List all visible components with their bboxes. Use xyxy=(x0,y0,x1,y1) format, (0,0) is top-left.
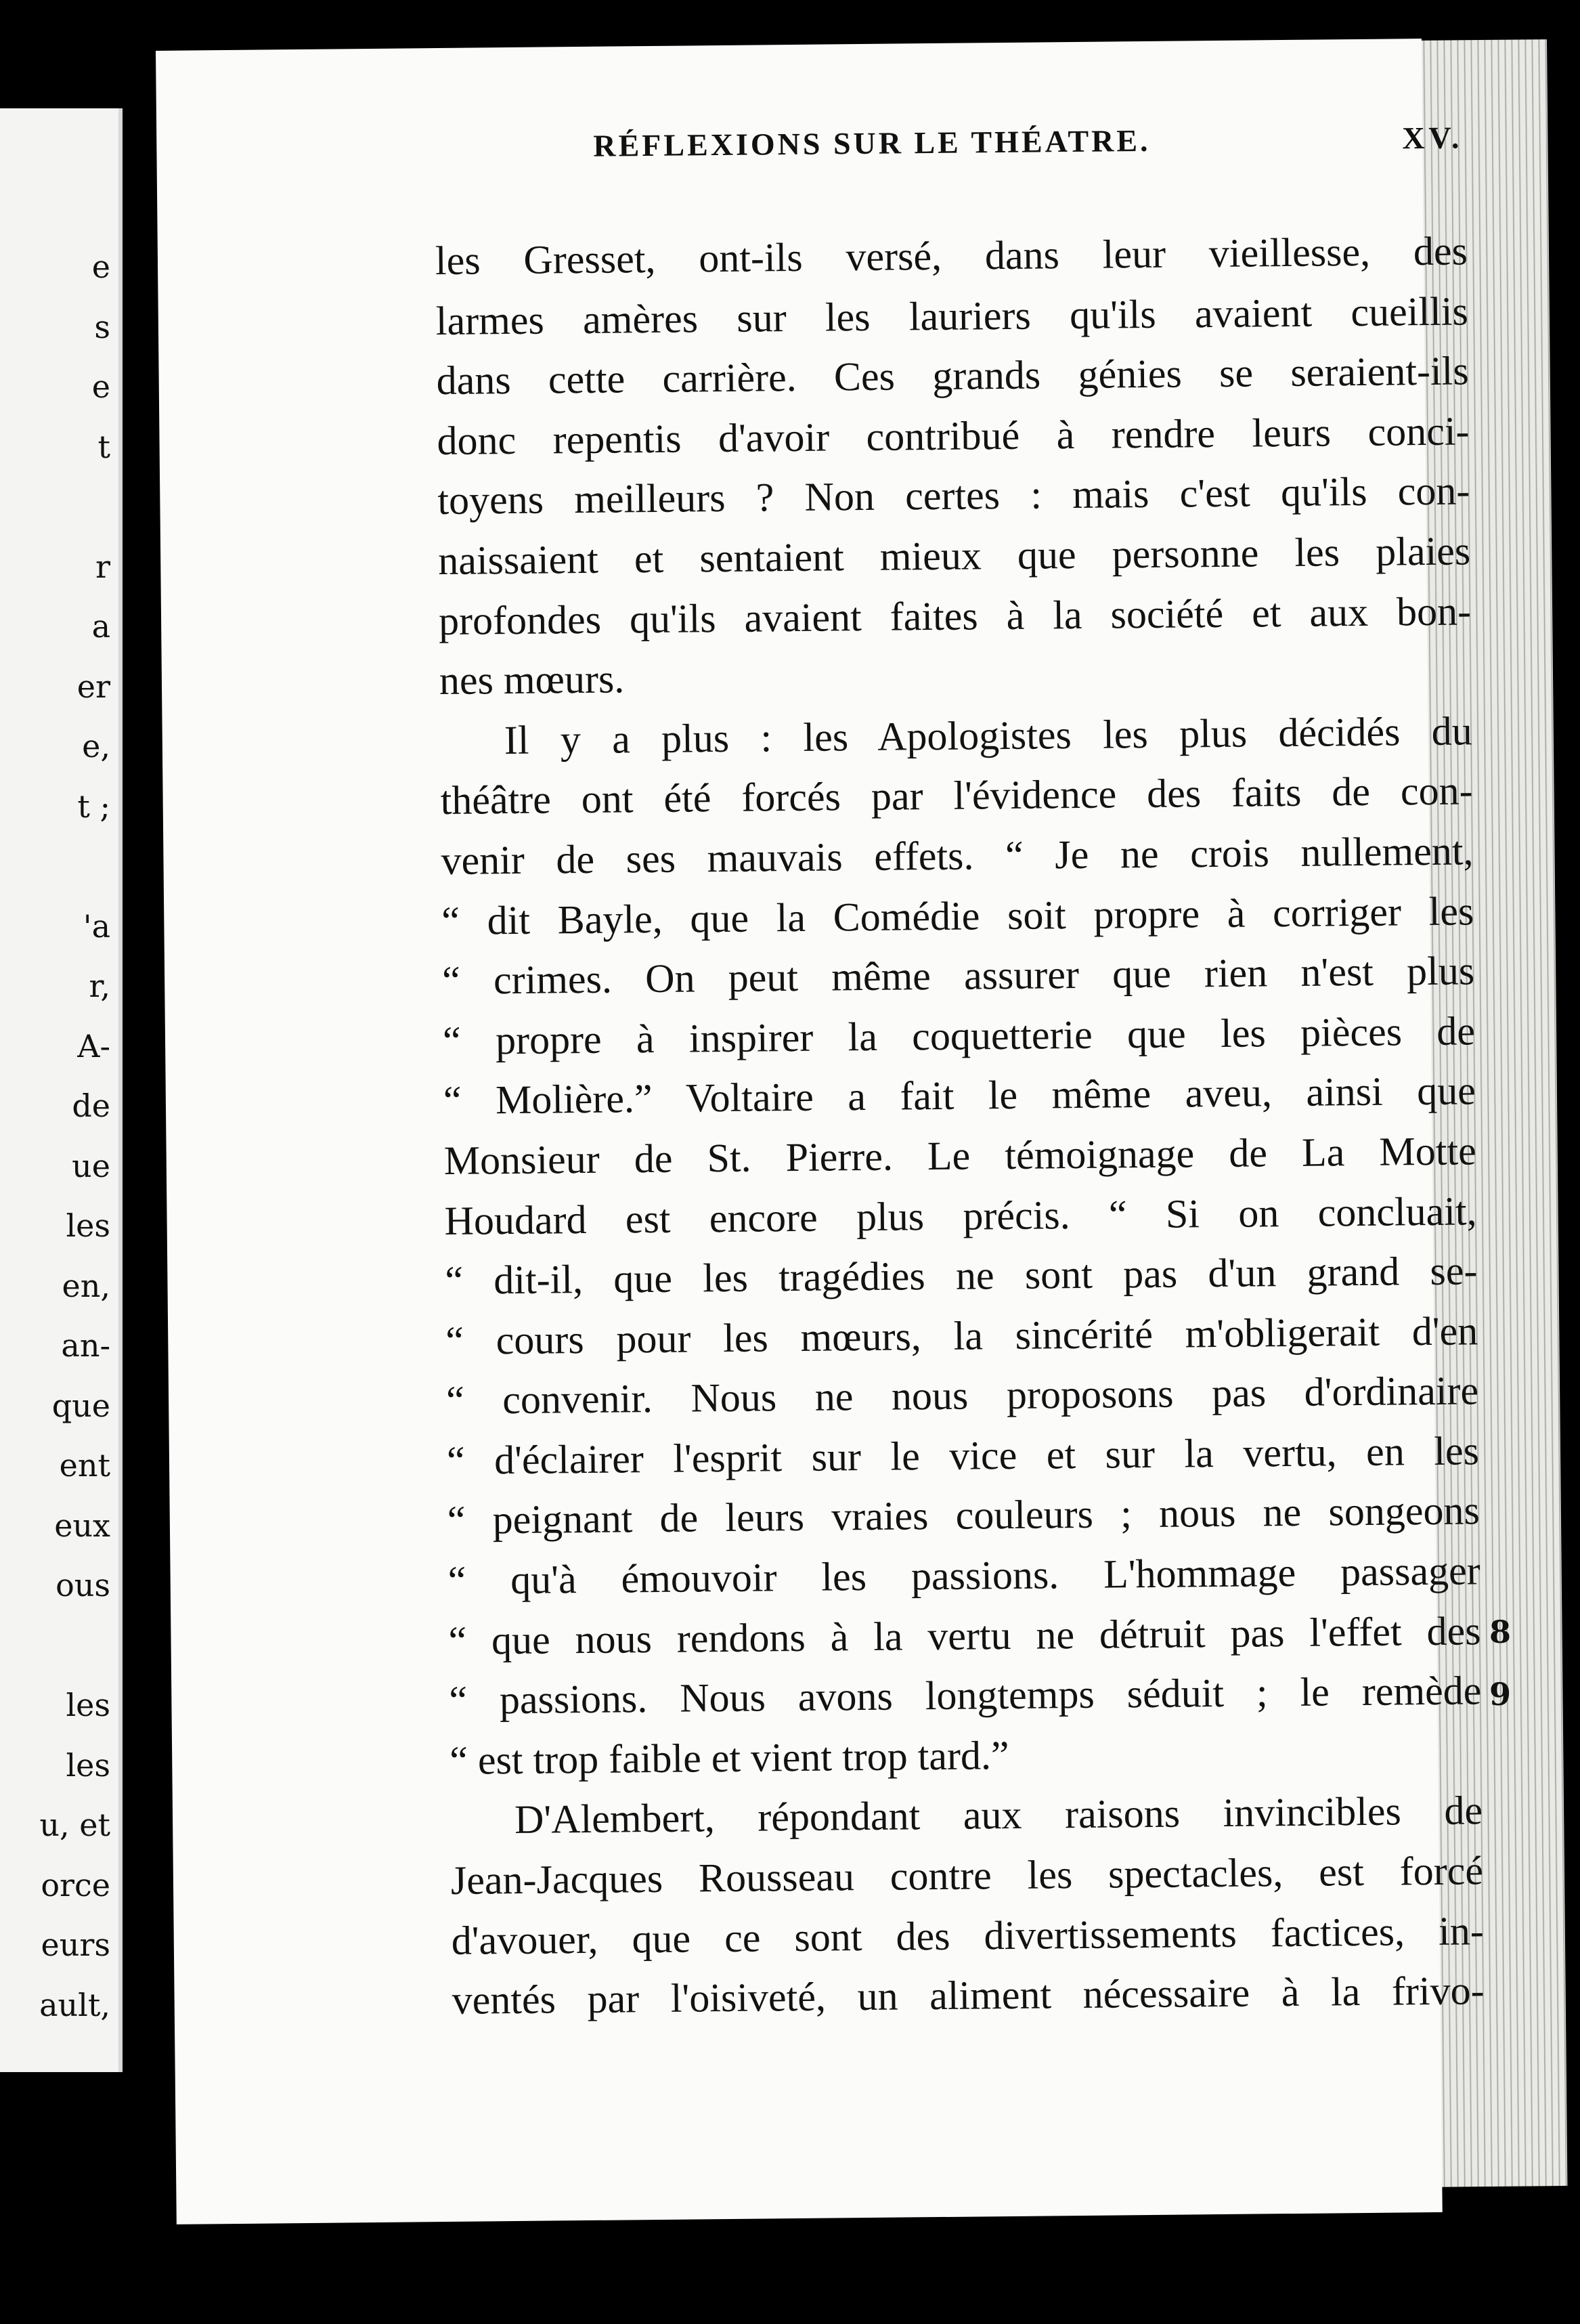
text-line: larmes amères sur les lauriers qu'ils avaient cueillis xyxy=(435,288,1469,343)
left-line-fragment: les xyxy=(66,1207,110,1244)
text-line: Houdard est encore plus précis. “ Si on concluait, xyxy=(444,1188,1477,1243)
left-line-fragment: a xyxy=(91,608,110,645)
left-line-fragment: u, et xyxy=(39,1807,110,1843)
page-number: XV. xyxy=(1402,120,1464,156)
edge-mark xyxy=(1489,1476,1511,1538)
left-line-fragment: en, xyxy=(62,1267,110,1304)
left-line-fragment: orce xyxy=(41,1866,110,1903)
left-line-fragment: ault, xyxy=(39,1986,110,2023)
left-line-fragment: er xyxy=(76,668,110,705)
left-line-fragment xyxy=(39,836,110,897)
edge-mark: 9 xyxy=(1489,1676,1512,1713)
left-line-fragment: eurs xyxy=(41,1927,110,1963)
text-line: “ d'éclairer l'esprit sur le vice et sur la vertu, en les xyxy=(446,1428,1480,1483)
text-line: “ propre à inspirer la coquetterie que les pièces de xyxy=(442,1008,1476,1063)
text-line: “ peignant de leurs vraies couleurs ; nous ne songeons xyxy=(447,1488,1480,1543)
left-line-fragment: ue xyxy=(72,1147,110,1184)
text-line: “ dit Bayle, que la Comédie soit propre à corriger les xyxy=(441,888,1474,943)
left-line-fragment: e, xyxy=(82,728,110,765)
text-line: “ qu'à émouvoir les passions. L'hommage passager xyxy=(447,1548,1480,1604)
text-line: ventés par l'oisiveté, un aliment nécessaire à la frivo- xyxy=(452,1968,1485,2023)
text-line: naissaient et sentaient mieux que personne les plaies xyxy=(437,528,1471,583)
left-line-fragment: A- xyxy=(77,1027,110,1064)
left-line-fragment: s xyxy=(94,308,110,345)
text-line: les Gresset, ont-ils versé, dans leur vieillesse, des xyxy=(435,228,1468,284)
left-line-fragment xyxy=(39,1616,110,1676)
text-line: D'Alembert, répondant aux raisons invincibles de xyxy=(514,1788,1483,1843)
text-line: Il y a plus : les Apologistes les plus décidés du xyxy=(504,708,1473,762)
text-line: toyens meilleurs ? Non certes : mais c'est qu'ils con- xyxy=(437,468,1470,523)
left-line-fragment: r xyxy=(95,548,110,585)
text-line: venir de ses mauvais effets. “ Je ne crois nullement, xyxy=(441,828,1474,883)
text-line: “ convenir. Nous ne nous proposons pas d'ordinaire xyxy=(445,1368,1479,1423)
left-line-fragment: r, xyxy=(89,968,110,1004)
left-line-fragment: les xyxy=(66,1746,110,1784)
left-line-fragment xyxy=(39,477,110,537)
left-line-fragment: an- xyxy=(61,1327,110,1364)
left-line-fragment: les xyxy=(66,1687,110,1723)
text-line: “ crimes. On peut même assurer que rien n'est plus xyxy=(441,948,1475,1004)
left-page-line-endings xyxy=(39,237,110,2035)
left-page-sliver xyxy=(0,108,123,2072)
left-line-fragment: t xyxy=(97,428,110,465)
text-line: “ que nous rendons à la vertu ne détruit pas l'effet des xyxy=(448,1608,1481,1663)
text-line: nes mœurs. xyxy=(439,656,625,704)
edge-mark xyxy=(1489,1538,1511,1601)
text-line: Jean-Jacques Rousseau contre les spectacles, est forcé xyxy=(450,1848,1484,1903)
text-line: théâtre ont été forcés par l'évidence des faits de con- xyxy=(440,768,1473,823)
edge-mark: 8 xyxy=(1489,1614,1512,1650)
text-line: “ passions. Nous avons longtemps séduit ; le remède xyxy=(449,1668,1482,1723)
text-line: “ est trop faible et vient trop tard.” xyxy=(449,1732,1009,1783)
left-line-fragment: e xyxy=(91,249,110,285)
left-line-fragment: eux xyxy=(54,1507,110,1544)
running-head-title: RÉFLEXIONS SUR LE THÉATRE. xyxy=(593,123,1151,163)
text-line: dans cette carrière. Ces grands génies se seraient-ils xyxy=(436,348,1469,404)
right-page xyxy=(156,39,1485,2224)
left-line-fragment: 'a xyxy=(83,907,110,945)
text-line: “ Molière.” Voltaire a fait le même aveu, ainsi que xyxy=(443,1068,1476,1123)
text-line: donc repentis d'avoir contribué à rendre leurs conci- xyxy=(437,408,1470,463)
left-line-fragment: e xyxy=(91,368,110,405)
edge-marks xyxy=(1489,1476,1511,1725)
left-line-fragment: ous xyxy=(56,1567,110,1604)
left-line-fragment: que xyxy=(51,1387,110,1424)
body-text xyxy=(435,221,1485,2030)
left-line-fragment: ent xyxy=(59,1447,110,1484)
left-line-fragment: t ; xyxy=(77,788,110,825)
text-line: d'avouer, que ce sont des divertissements factices, in- xyxy=(451,1908,1485,1963)
left-line-fragment: de xyxy=(72,1088,110,1124)
text-line: “ cours pour les mœurs, la sincérité m'obligerait d'en xyxy=(445,1308,1478,1363)
text-line: profondes qu'ils avaient faites à la société et aux bon- xyxy=(438,588,1472,643)
text-line: Monsieur de St. Pierre. Le témoignage de La Motte xyxy=(443,1128,1476,1183)
running-head xyxy=(491,119,1464,163)
text-line: “ dit-il, que les tragédies ne sont pas d'un grand se- xyxy=(445,1248,1478,1304)
